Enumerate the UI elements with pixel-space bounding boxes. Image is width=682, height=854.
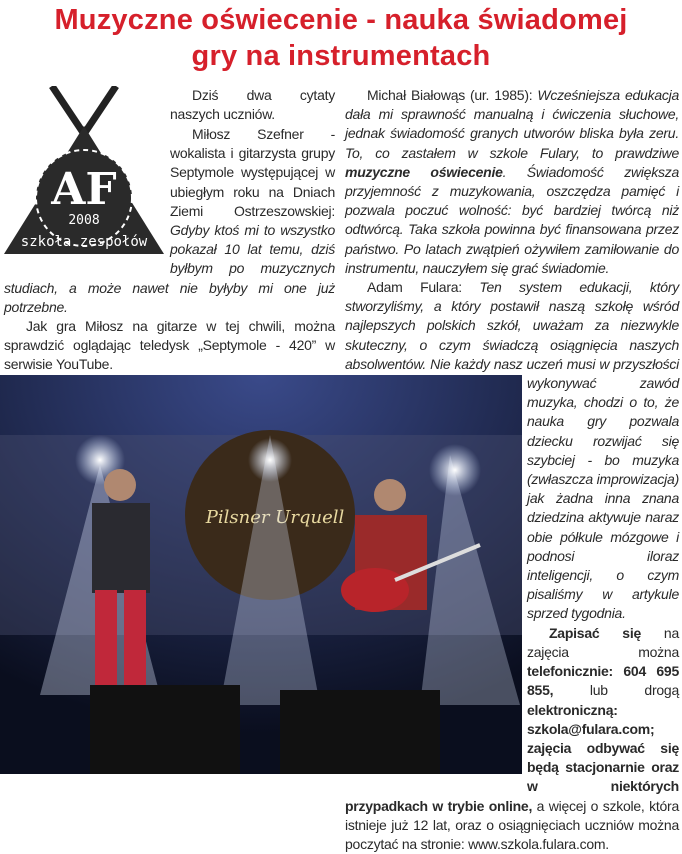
adam-quote-1: Ten system edukacji, który stworzyliśmy, a który postawił naszą szkołę wśród najlepszych polskich szkół, uważam za niezwykle skuteczny, o czym świadczą osiągnięcia naszych absolwentów. Nie każdy nasz uczeń musi w przyszłości wykonywać zawód muzyka, chodzi o to, że nauka gry pozwala dziecku [345, 279, 679, 449]
signup-bold: Zapisać się [549, 624, 642, 641]
michal-bold: muzyczne oświecenie [345, 163, 503, 180]
logo-letters: AF [51, 164, 117, 215]
speaker [90, 685, 240, 774]
adam-quote-2: rozwijać się szybciej - bo muzyka (zwłaszcza improwizacja) jak żadna inna znana dziedzina aktywuje naraz obie półkule mózgowe i podnosi iloraz inteligencji, o czym pisaliśmy w artykule sprzed tygodnia. [527, 432, 679, 622]
left-intro [170, 86, 335, 124]
michal-paragraph [345, 86, 679, 278]
banner-text: Pilsner Urquell [205, 507, 345, 528]
signup-text-2: lub drogą [553, 682, 679, 699]
article-title [0, 2, 682, 74]
logo-caption: szkoła zespołów [20, 234, 148, 250]
michal-quote-1: Wcześniejsza edukacja dała mi sprawność manualną i ćwiczenia słuchowe, jednak świadomość granych utworów bliska była zeru. To, co zastałem w szkole Fulary, to prawdziwe [345, 87, 680, 161]
speaker [280, 690, 440, 774]
website-info: a więcej o szkole, która istnieje już 12 lat, oraz o osiągnięciach uczniów można poczytać na stronie: www.szkola.fulara.com. [345, 797, 679, 852]
logo-year: 2008 [68, 213, 100, 228]
stage-scene [0, 375, 522, 774]
spotlight-icon [248, 438, 292, 482]
title-line-2: gry na instrumentach [191, 40, 491, 72]
youtube-paragraph: Jak gra Miłosz na gitarze w tej chwili, można sprawdzić oglądając teledysk „Septymole - 420” w serwisie YouTube. [4, 318, 335, 373]
left-column [4, 125, 335, 375]
spotlight-icon [429, 444, 481, 496]
intro-paragraph: Dziś dwa cytaty naszych uczniów. [170, 87, 335, 123]
email-info: elektroniczną: szkola@fulara.com; zajęcia odbywać się będą stacjonarnie oraz w niektórych przypadkach w trybie online, [345, 701, 679, 814]
milosz-intro: Miłosz Szefner - wokalista i gitarzysta grupy Septymole występującej w ubiegłym roku na Dniach Ziemi Ostrzeszowskiej: [170, 126, 335, 219]
michal-name: Michał Białowąs (ur. 1985): [367, 87, 538, 103]
milosz-quote: Gdyby ktoś mi to wszystko pokazał 10 lat temu, dziś byłbym po muzycznych studiach, a może nawet nie byłyby mi one już potrzebne. [4, 222, 335, 315]
title-line-1: Muzyczne oświecenie - nauka świadomej [54, 4, 628, 36]
michal-quote-2: . Świadomość zwiększa przyjemność z muzykowania, oszczędza pamięć i pozwala poczuć wolność: być bardziej twórcą niż odtwórcą. Taka szkoła powinna być finansowana przez państwo. Po latach zwątpień ożywiłem zamiłowanie do instrumentu, nauczyłem się grać świadomie. [345, 163, 679, 276]
phone-number: telefonicznie: 604 695 855, [527, 663, 679, 699]
signup-text-1: na zajęcia można [527, 624, 679, 660]
adam-name: Adam Fulara: [367, 279, 480, 296]
concert-photo [0, 375, 522, 774]
